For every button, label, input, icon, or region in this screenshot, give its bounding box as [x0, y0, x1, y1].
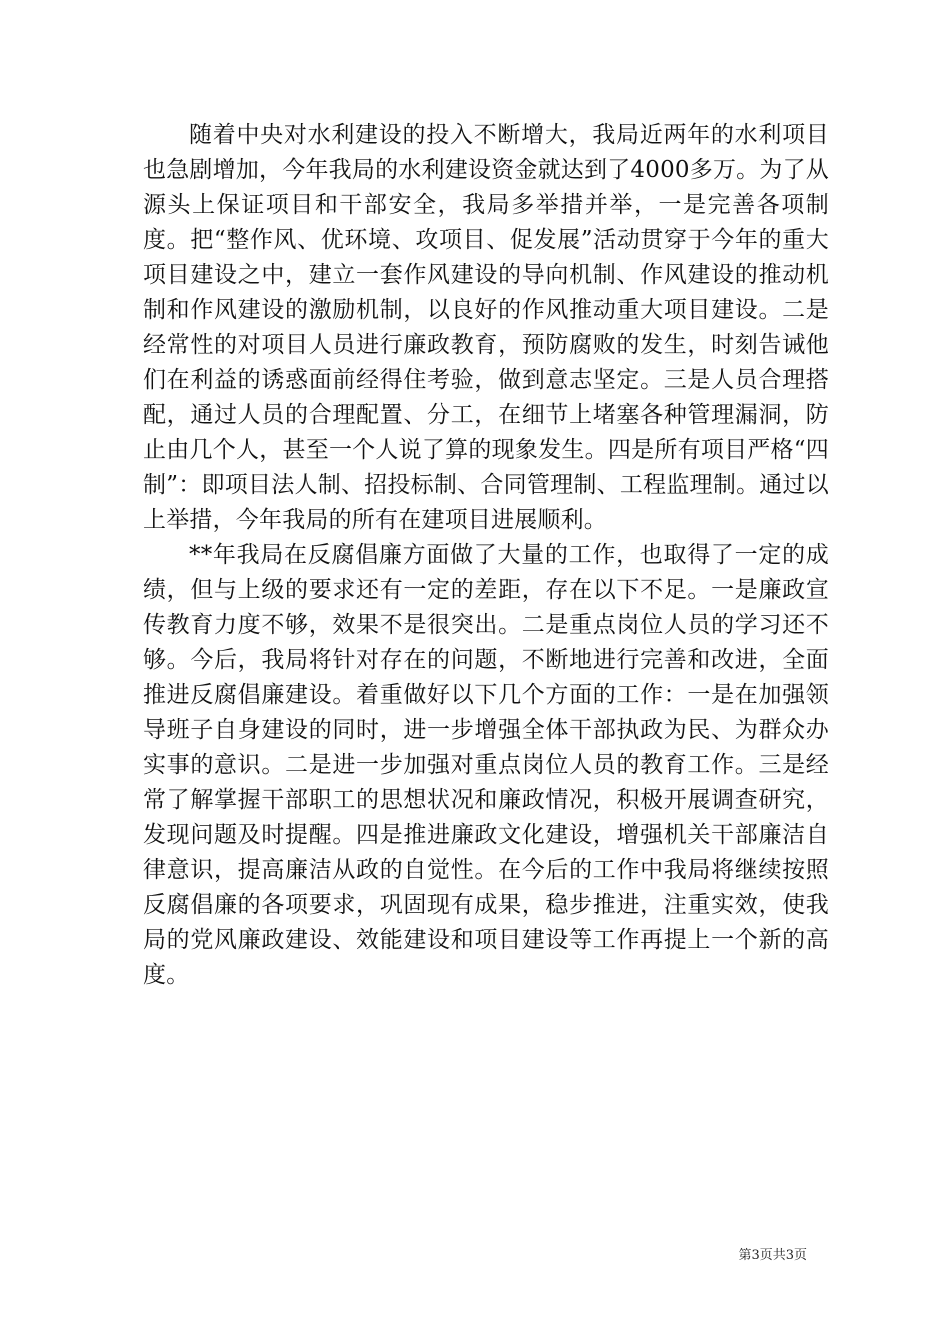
- paragraph-water-projects: 随着中央对水利建设的投入不断增大，我局近两年的水利项目也急剧增加，今年我局的水利建设资金就达到了4000多万。为了从源头上保证项目和干部安全，我局多举措并举，一是完善各项制度。把“整作风、优环境、攻项目、促发展”活动贯穿于今年的重大项目建设之中，建立一套作风建设的导向机制、作风建设的推动机制和作风建设的激励机制，以良好的作风推动重大项目建设。二是经常性的对项目人员进行廉政教育，预防腐败的发生，时刻告诫他们在利益的诱惑面前经得住考验，做到意志坚定。三是人员合理搭配，通过人员的合理配置、分工，在细节上堵塞各种管理漏洞，防止由几个人，甚至一个人说了算的现象发生。四是所有项目严格“四制”：即项目法人制、招投标制、合同管理制、工程监理制。通过以上举措，今年我局的所有在建项目进展顺利。: [143, 122, 829, 533]
- paragraph-anti-corruption: **年我局在反腐倡廉方面做了大量的工作，也取得了一定的成绩，但与上级的要求还有一定的差距，存在以下不足。一是廉政宣传教育力度不够，效果不是很突出。二是重点岗位人员的学习还不够。今后，我局将针对存在的问题，不断地进行完善和改进，全面推进反腐倡廉建设。着重做好以下几个方面的工作：一是在加强领导班子自身建设的同时，进一步增强全体干部执政为民、为群众办实事的意识。二是进一步加强对重点岗位人员的教育工作。三是经常了解掌握干部职工的思想状况和廉政情况，积极开展调查研究，发现问题及时提醒。四是推进廉政文化建设，增强机关干部廉洁自律意识，提高廉洁从政的自觉性。在今后的工作中我局将继续按照反腐倡廉的各项要求，巩固现有成果，稳步推进，注重实效，使我局的党风廉政建设、效能建设和项目建设等工作再提上一个新的高度。: [143, 542, 829, 988]
- document-body: [143, 118, 829, 993]
- page-number: 第3页共3页: [738, 1248, 807, 1263]
